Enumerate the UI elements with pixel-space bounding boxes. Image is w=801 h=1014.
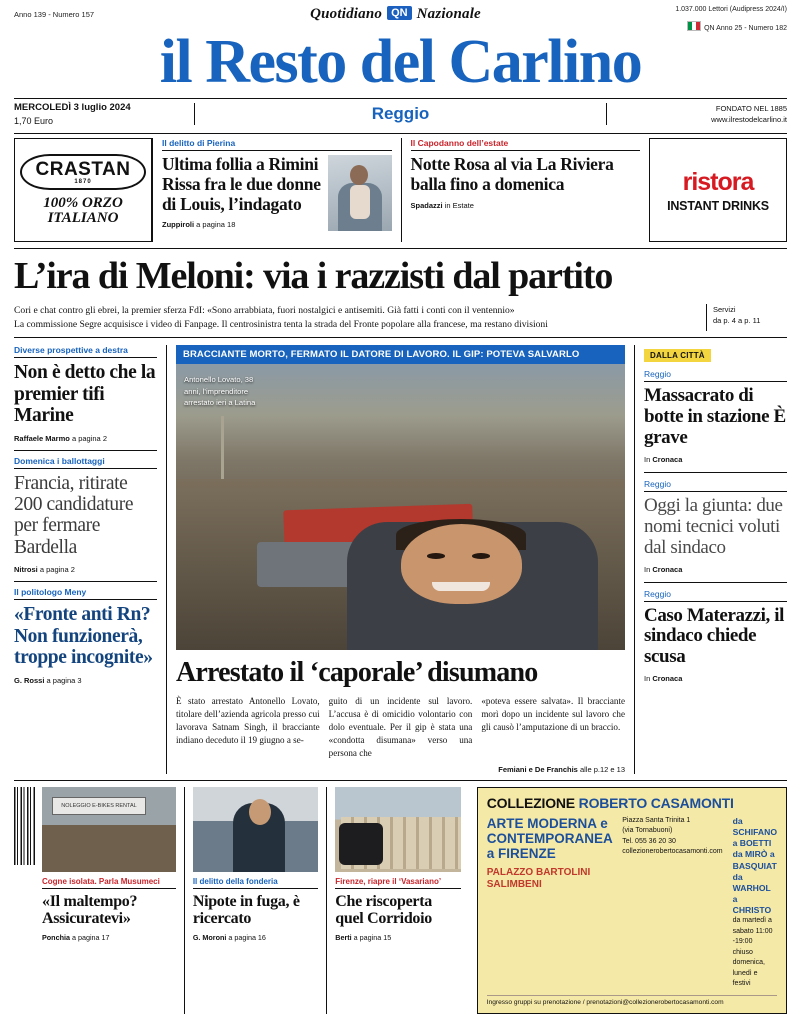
promo-page: a pagina 18 [196, 220, 236, 230]
center-headline: Arrestato il ‘caporale’ disumano [176, 657, 538, 689]
bottom-story-3[interactable] [326, 787, 468, 1014]
ad-artists: da SCHIFANO a BOETTI da MIRÒ a BASQUIAT da WARHOL a CHRISTO [732, 815, 778, 916]
ristora-logo: ristora [682, 167, 754, 196]
founded-block [607, 103, 787, 126]
servizi-pages: da p. 4 a p. 11 [713, 316, 761, 326]
ad-address-1: Piazza Santa Trinita 1 [622, 816, 691, 824]
bottom-photo-1 [42, 787, 176, 872]
lead-servizi [706, 304, 787, 331]
left-page: a pagina 3 [46, 675, 82, 685]
ad-address-2: (via Tornabuoni) [622, 827, 673, 835]
bottom-kicker: Cogne isolata. Parla Musumeci [42, 877, 176, 889]
date-block [14, 101, 194, 127]
center-body [176, 695, 625, 760]
bottom-story-1[interactable] [42, 787, 184, 1014]
ad-hours-2: chiuso domenica, lunedì e festivi [732, 948, 765, 988]
city-story-2[interactable] [644, 479, 787, 574]
city-story-3[interactable] [644, 589, 787, 684]
barcode [14, 787, 36, 865]
promo-headline: Ultima follia a Rimini Rissa fra le due donne di Louis, l’indagato [162, 154, 321, 214]
center-authors: Femiani e De Franchis [498, 764, 578, 774]
italy-flag-icon [687, 21, 701, 31]
promo-author: Spadazzi [410, 200, 443, 210]
promo-photo [328, 155, 392, 231]
promo-story-pierina[interactable] [152, 138, 401, 242]
center-band: BRACCIANTE MORTO, FERMATO IL DATORE DI LAVORO. IL GIP: POTEVA SALVARLO [176, 345, 625, 364]
lead-standfirst [14, 304, 787, 331]
bottom-byline [335, 933, 460, 942]
standfirst-line-2: La commissione Segre acquisisce i video di Fanpage. Il centrosinistra tenta la strada del Fronte popolare alla francese, ma restano divisioni [14, 318, 548, 330]
city-section-label: In [644, 564, 651, 574]
left-headline: Francia, ritirate 200 candidature per fermare Bardella [14, 472, 134, 558]
city-section-name: Cronaca [652, 674, 683, 684]
qn-logo: QN [387, 6, 412, 20]
ad-title [487, 795, 777, 811]
left-byline [14, 676, 157, 692]
bottom-page: a pagina 17 [71, 933, 110, 943]
edition-name: Reggio [371, 104, 430, 124]
center-photo [176, 364, 625, 650]
right-column [635, 345, 787, 774]
city-section [644, 565, 787, 574]
bottom-byline [42, 933, 176, 942]
bottom-kicker: Firenze, riapre il ‘Vasariano’ [335, 877, 460, 889]
center-body-2: guito di un incidente sul lavoro. L’accusa è di omicidio volontario con dolo eventuale. Per il gip è stata una «condotta disumana» verso una persona che [328, 695, 473, 758]
promo-author: Zuppiroli [162, 220, 195, 230]
crastan-name: CRASTAN [35, 158, 131, 180]
left-headline: Non è detto che la premier tifi Marine [14, 362, 156, 427]
city-headline: Caso Materazzi, il sindaco chiede scusa [644, 604, 784, 668]
ad-crastan[interactable] [14, 138, 152, 242]
main-columns [14, 345, 787, 774]
ad-details [733, 816, 777, 990]
left-kicker: Diverse prospettive a destra [14, 345, 157, 358]
city-section-label: In [644, 454, 651, 464]
left-story-1[interactable] [14, 345, 157, 449]
left-page: a pagina 2 [39, 565, 75, 575]
city-kicker: Reggio [644, 589, 787, 602]
qn-brand-line [214, 6, 577, 23]
bottom-page: a pagina 16 [228, 933, 266, 943]
center-pages: alle p.12 e 13 [579, 764, 625, 774]
left-byline [14, 565, 157, 581]
ad-hours-1: da martedì a sabato 11:00 -19:00 [732, 917, 773, 946]
bottom-photo-3 [335, 787, 460, 872]
crastan-year: 1870 [74, 178, 92, 185]
bottom-story-2[interactable] [184, 787, 326, 1014]
issue-date: MERCOLEDÌ 3 luglio 2024 [14, 102, 131, 114]
cols-rule [14, 337, 787, 338]
ad-heading: ARTE MODERNA e CONTEMPORANEA a FIRENZE [486, 815, 613, 862]
bottom-headline: «Il maltempo? Assicuratevi» [42, 892, 138, 928]
photo-caption: Antonello Lovato, 38 anni, l’imprenditore arrestato ieri a Latina [184, 375, 256, 407]
city-section-name: Cronaca [652, 564, 683, 574]
ristora-claim: INSTANT DRINKS [667, 198, 769, 213]
city-badge: DALLA CITTÀ [644, 349, 711, 362]
promo-byline [162, 220, 322, 229]
bottom-headline: Che riscoperta quel Corridoio [335, 892, 432, 928]
ad-casamonti[interactable] [477, 787, 787, 1014]
issue-price: 1,70 Euro [14, 116, 54, 127]
left-story-2[interactable] [14, 456, 157, 582]
city-section [644, 674, 787, 683]
center-body-1: È stato arrestato Antonello Lovato, titolare dell’azienda agricola presso cui lavorava Satnam Singh, il bracciante indiano deceduto il 19 giugno a se- [176, 695, 320, 745]
lead-headline: L’ira di Meloni: via i razzisti dal partito [14, 255, 613, 298]
datebar-rule [14, 133, 787, 134]
bottom-author: Berti [335, 933, 352, 943]
bottom-row [14, 780, 787, 1014]
left-story-3[interactable] [14, 587, 157, 691]
promo-story-notte-rosa[interactable] [401, 138, 650, 242]
city-story-1[interactable] [644, 369, 787, 464]
ad-venue: PALAZZO BARTOLINI SALIMBENI [486, 867, 591, 890]
founded-year: FONDATO NEL 1885 [715, 104, 787, 114]
qn-brand-right: Nazionale [416, 6, 481, 22]
servizi-label: Servizi [713, 304, 736, 314]
bottom-author: Ponchia [42, 933, 70, 943]
lead-rule [14, 248, 787, 249]
qn-brand-left: Quotidiano [310, 6, 383, 22]
promo-kicker: Il delitto di Pierina [162, 138, 392, 151]
bottom-byline [193, 933, 318, 942]
left-author: Raffaele Marmo [14, 433, 70, 443]
promo-row [14, 138, 787, 242]
city-kicker: Reggio [644, 369, 787, 382]
crastan-claim: 100% ORZO ITALIANO [43, 194, 123, 227]
city-headline: Massacrato di botte in stazione È grave [644, 385, 786, 448]
left-byline [14, 434, 157, 450]
ad-phone: Tel. 055 36 20 30 [622, 837, 676, 845]
ad-footer: Ingresso gruppi su prenotazione / prenotazioni@collezionerobertocasamonti.com [487, 995, 777, 1006]
ad-email[interactable]: collezionerobertocasamonti.com [622, 848, 723, 856]
bottom-page: a pagina 15 [353, 933, 392, 943]
promo-headline: Notte Rosa al via La Riviera balla fino a domenica [410, 154, 614, 195]
city-section-label: In [644, 674, 651, 684]
left-column [14, 345, 166, 774]
crastan-logo [20, 154, 147, 190]
center-column [166, 345, 635, 774]
center-byline [176, 765, 625, 774]
ad-title-2: ROBERTO CASAMONTI [578, 794, 734, 811]
promo-byline [411, 201, 641, 210]
left-kicker: Domenica i ballottaggi [14, 456, 157, 469]
left-kicker: Il politologo Meny [14, 587, 157, 600]
promo-page: in Estate [444, 200, 474, 210]
ad-title-1: COLLEZIONE [486, 794, 575, 811]
center-body-3: «poteva essere salvata». Il bracciante morì dopo un incidente sul lavoro che gli causò l’amputazione di un braccio. [481, 695, 626, 732]
left-author: G. Rossi [14, 675, 45, 685]
bottom-headline: Nipote in fuga, è ricercato [192, 892, 300, 928]
photo-sign-text: NOLEGGIO E-BIKES RENTAL [52, 797, 146, 815]
left-author: Nitrosi [14, 565, 38, 575]
promo-kicker: Il Capodanno dell’estate [411, 138, 641, 151]
city-kicker: Reggio [644, 479, 787, 492]
bottom-author: G. Moroni [192, 933, 227, 943]
date-bar [14, 99, 787, 129]
left-page: a pagina 2 [71, 433, 107, 443]
standfirst-line-1: Cori e chat contro gli ebrei, la premier sferza FdI: «Sono arrabbiata, fuori nostalgici e antisemiti. Già fatti i conti con il ventennio» [14, 304, 515, 316]
city-section-name: Cronaca [652, 454, 683, 464]
city-headline: Oggi la giunta: due nomi tecnici voluti dal sindaco [644, 494, 783, 558]
masthead [14, 30, 787, 94]
left-headline: «Fronte anti Rn? Non funzionerà, troppe incognite» [14, 604, 153, 669]
issue-info: Anno 139 - Numero 157 [14, 10, 95, 19]
bottom-kicker: Il delitto della fonderia [193, 877, 318, 889]
bottom-photo-2 [193, 787, 318, 872]
ad-contact [622, 816, 722, 990]
page-title: il Resto del Carlino [159, 28, 642, 96]
edition-name-wrap [195, 104, 606, 124]
website-link[interactable]: www.ilrestodelcarlino.it [711, 115, 787, 125]
city-section [644, 455, 787, 464]
qn-issue: QN Anno 25 - Numero 182 [704, 25, 787, 32]
ad-ristora[interactable] [649, 138, 787, 242]
audience-figure: 1.037.000 Lettori (Audipress 2024/I) [675, 6, 787, 13]
